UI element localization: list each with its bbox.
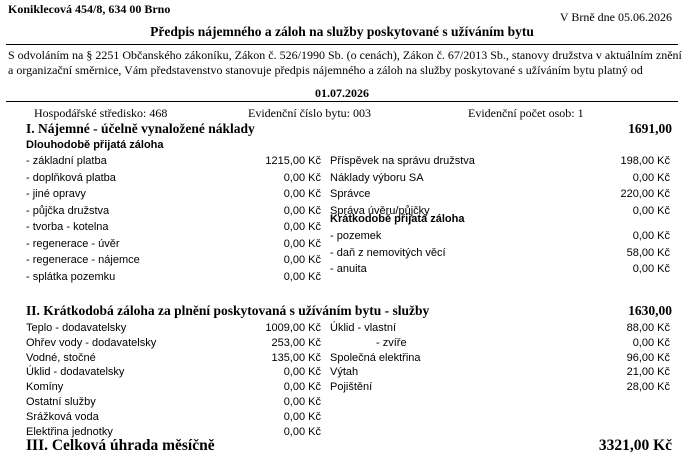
section2-left-item-value: 0,00 Kč — [283, 410, 321, 423]
section2-left-item-label: Srážková voda — [26, 410, 99, 423]
section2-left-item-value: 135,00 Kč — [271, 351, 321, 364]
section1-left-item-value: 0,00 Kč — [283, 188, 321, 200]
section1-left-item-value: 0,00 Kč — [283, 254, 321, 266]
section2-right-item-value: 0,00 Kč — [632, 336, 670, 349]
section1-left-item-label: - regenerace - nájemce — [26, 254, 140, 266]
section2-right-item-label: - zvíře — [376, 336, 407, 349]
section1-right-item-value: 0,00 Kč — [632, 204, 670, 217]
section1-short-item-label: - anuita — [330, 263, 367, 275]
section1-left-item-value: 0,00 Kč — [283, 270, 321, 283]
section1-subtitle-long: Dlouhodobě přijatá záloha — [26, 139, 164, 151]
section1-left-item-label: - regenerace - úvěr — [26, 237, 120, 250]
section1-left-item-value: 0,00 Kč — [283, 204, 321, 217]
section1-right-item-label: Náklady výboru SA — [330, 171, 424, 184]
section1-subtitle-short: Krátkodobě přijatá záloha — [330, 213, 465, 225]
header-divider — [6, 44, 678, 45]
section2-left-item-label: Komíny — [26, 381, 64, 394]
flat-number: Evidenční číslo bytu: 003 — [248, 106, 371, 120]
section2-right-item-label: Společná elektřina — [330, 351, 421, 364]
section1-right-item-label: Správce — [330, 188, 371, 200]
intro-line-2: a organizační směrnice, Vám představenstvo stanovuje předpis nájemného a záloh na služby poskytované s užíváním bytu platný od — [8, 63, 643, 77]
section1-right-item-value: 220,00 Kč — [620, 188, 670, 200]
section3-total: 3321,00 Kč — [598, 437, 672, 454]
section2-left-item-label: Ostatní služby — [26, 396, 96, 408]
section2-left-item-value: 0,00 Kč — [283, 425, 321, 438]
document-title: Předpis nájemného a záloh na služby poskytované s užíváním bytu — [150, 24, 534, 39]
section2-right-item-label: Výtah — [330, 366, 359, 379]
economic-center: Hospodářské středisko: 468 — [34, 106, 168, 120]
section2-left-item-value: 0,00 Kč — [283, 396, 321, 408]
section1-left-item-value: 0,00 Kč — [283, 171, 321, 184]
section2-right-item-value: 88,00 Kč — [626, 322, 670, 334]
intro-line-1: S odvoláním na § 2251 Občanského zákoníku, Zákon č. 526/1990 Sb. (o cenách), Zákon č. 67/2013 Sb., stanovy družstva v aktuálním znění — [8, 48, 682, 62]
section2-left-item-label: Elektřina jednotky — [26, 425, 113, 438]
section1-title: I. Nájemné - účelně vynaložené náklady — [26, 121, 255, 136]
section1-left-item-value: 0,00 Kč — [283, 221, 321, 233]
section2-right-item-value: 96,00 Kč — [626, 351, 670, 364]
section1-right-item-value: 198,00 Kč — [620, 155, 670, 167]
section2-right-item-label: Pojištění — [330, 381, 373, 394]
section2-left-item-label: Ohřev vody - dodavatelsky — [26, 336, 157, 349]
section2-right-item-value: 28,00 Kč — [626, 381, 670, 394]
sender-address: Koniklecová 454/8, 634 00 Brno — [8, 2, 171, 16]
section2-left-item-value: 0,00 Kč — [283, 381, 321, 394]
section1-left-item-value: 1215,00 Kč — [265, 155, 321, 167]
section1-right-item-label: Správa úvěru/půjčky — [330, 204, 430, 217]
valid-from-date: 01.07.2026 — [315, 86, 369, 100]
section2-right-item-label: Úklid - vlastní — [330, 322, 397, 334]
section2-left-item-value: 253,00 Kč — [271, 336, 321, 349]
section1-short-item-value: 0,00 Kč — [632, 230, 670, 242]
section3-title: III. Celková úhrada měsíčně — [26, 437, 215, 454]
section2-left-item-value: 0,00 Kč — [283, 366, 321, 379]
section2-right-item-value: 21,00 Kč — [626, 366, 670, 379]
section2-left-item-label: Teplo - dodavatelsky — [26, 322, 127, 334]
section2-left-item-label: Úklid - dodavatelsky — [26, 366, 125, 379]
section2-title: II. Krátkodobá záloha za plnění poskytovaná s užíváním bytu - služby — [26, 303, 430, 318]
section1-left-item-label: - základní platba — [26, 155, 107, 167]
section1-left-item-label: - tvorba - kotelna — [26, 221, 109, 233]
document-date: V Brně dne 05.06.2026 — [559, 10, 672, 24]
section1-total: 1691,00 — [628, 121, 672, 136]
section1-short-item-value: 58,00 Kč — [626, 246, 670, 259]
section1-left-item-label: - jiné opravy — [26, 188, 86, 200]
section2-left-item-label: Vodné, stočné — [26, 351, 96, 364]
section1-left-item-label: - doplňková platba — [26, 171, 116, 184]
section2-total: 1630,00 — [628, 303, 672, 318]
section1-left-item-label: - půjčka družstva — [26, 204, 110, 217]
section1-right-item-value: 0,00 Kč — [632, 171, 670, 184]
section1-left-item-label: - splátka pozemku — [26, 270, 116, 283]
section2-left-item-value: 1009,00 Kč — [265, 322, 321, 334]
section1-right-item-label: Příspěvek na správu družstva — [330, 155, 475, 167]
section1-short-item-value: 0,00 Kč — [632, 263, 670, 275]
section1-short-item-label: - pozemek — [330, 230, 382, 242]
section1-short-item-label: - daň z nemovitých věcí — [330, 246, 446, 259]
persons-count: Evidenční počet osob: 1 — [468, 106, 584, 120]
intro-divider — [6, 101, 678, 102]
section1-left-item-value: 0,00 Kč — [283, 237, 321, 250]
